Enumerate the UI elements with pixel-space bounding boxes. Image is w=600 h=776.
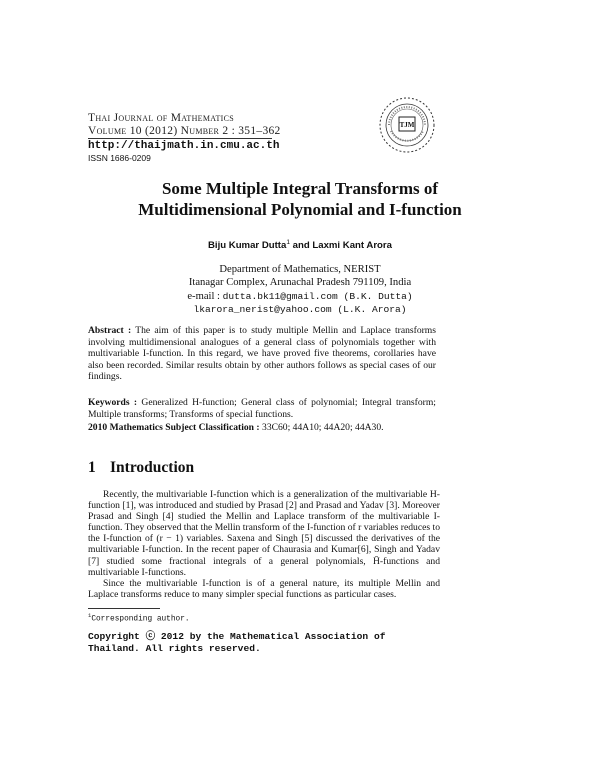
journal-logo: [377, 95, 437, 155]
footnote-mark: 1: [286, 239, 290, 246]
copyright: Copyright ⓒ 2012 by the Mathematical Association of Thailand. All rights reserved.: [88, 631, 386, 654]
authors: [0, 239, 600, 251]
email-line-1: [0, 290, 600, 303]
email-1[interactable]: dutta.bk11@gmail.com (B.K. Dutta): [222, 290, 413, 302]
journal-name: Thai Journal of Mathematics: [88, 112, 235, 124]
paragraph-2: Since the multivariable I-function is of a general nature, its multiple Mellin and Laplace transforms reduce to many simpler special functions as particular cases.: [88, 577, 440, 600]
affiliation: [0, 263, 600, 317]
logo-seal-icon: [377, 95, 437, 155]
journal-url[interactable]: http://thaijmath.in.cmu.ac.th: [88, 140, 280, 152]
journal-header: [88, 112, 281, 138]
logo-text: TJM: [399, 121, 415, 129]
abstract: [88, 325, 436, 383]
msc-text: 33C60; 44A10; 44A20; 44A30.: [262, 422, 384, 433]
footnote: [88, 612, 190, 624]
email-line-2: [0, 303, 600, 316]
footnote-rule: [88, 608, 160, 609]
author-conjunction: and: [292, 240, 310, 252]
keywords-label: Keywords :: [88, 397, 138, 408]
author-1: Biju Kumar Dutta: [207, 240, 287, 252]
journal-volume: Volume 10 (2012) Number 2 : 351–362: [88, 125, 281, 137]
paper-title: [0, 178, 600, 220]
section-heading: [88, 459, 194, 477]
abstract-text: The aim of this paper is to study multiple Mellin and Laplace transforms involving multidimensional analogues of a general class of polynomials together with multivariable I-function. In this regard, we have proved five theorems, corollaries have also been recorded. Similar results obtain by other authors follows as special cases of our findings.: [88, 325, 437, 382]
email-2[interactable]: lkarora_nerist@yahoo.com (L.K. Arora): [193, 304, 407, 316]
header-rule: [88, 138, 272, 139]
title-line-2: Multidimensional Polynomial and I-function: [138, 200, 462, 219]
issn: ISSN 1686-0209: [88, 153, 151, 163]
msc-label: 2010 Mathematics Subject Classification :: [88, 422, 260, 433]
keywords-text: Generalized H-function; General class of polynomial; Integral transform; Multiple transforms; Transforms of special functions.: [88, 397, 436, 420]
section-title: Introduction: [110, 459, 195, 476]
title-line-1: Some Multiple Integral Transforms of: [161, 179, 439, 198]
section-number: 1: [88, 459, 96, 476]
keywords: [88, 397, 436, 420]
footnote-number: 1: [88, 612, 92, 619]
author-2: Laxmi Kant Arora: [312, 240, 392, 252]
department: Department of Mathematics, NERIST: [219, 264, 381, 275]
body-text: [88, 489, 440, 600]
msc-classification: [88, 422, 440, 434]
address: Itanagar Complex, Arunachal Pradesh 791109, India: [188, 277, 412, 289]
email-label: e-mail :: [187, 290, 220, 302]
paragraph-1: Recently, the multivariable I-function which is a generalization of the multivariable H-function [1], was introduced and studied by Prasad [2] and Prasad and Yadav [3]. Moreover Prasad and Singh [4] studied the Mellin and Laplace transform of the multivariable I-function. They observed that the Mellin transform of the I-function of r variables reduces to the I-function of (r − 1) variables. Saxena and Singh [5] discussed the derivatives of the multivariable I-function. In the recent paper of Chaurasia and Kumar[6], Singh and Yadav [7] studied some fractional integrals of a general polynomials, H̄-functions and multivariable I-functions.: [88, 489, 440, 578]
footnote-text: Corresponding author.: [91, 615, 190, 624]
abstract-label: Abstract :: [88, 325, 132, 336]
